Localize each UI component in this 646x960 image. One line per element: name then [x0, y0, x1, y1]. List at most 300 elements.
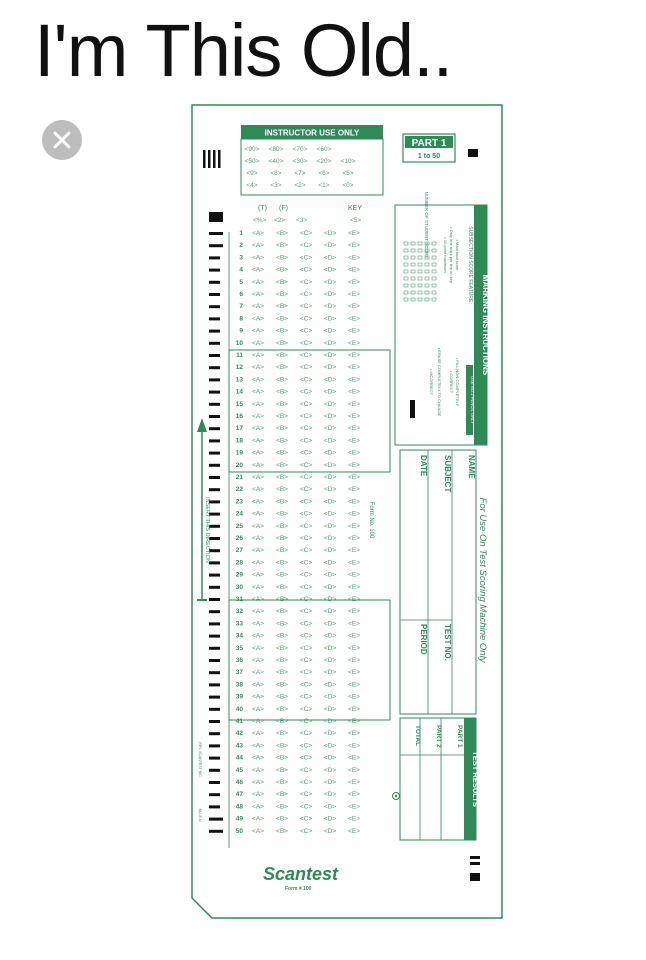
answer-bubble-e[interactable]: <E> — [348, 242, 360, 250]
answer-bubble-c[interactable]: <C> — [299, 303, 313, 311]
timing-mark — [209, 635, 220, 638]
answer-bubble-b[interactable]: <B> — [276, 437, 288, 445]
answer-bubble-b[interactable]: <B> — [276, 669, 288, 677]
answer-bubble-b[interactable]: <B> — [276, 449, 288, 457]
part-label: PART 1 — [411, 138, 447, 149]
answer-bubble-b[interactable]: <B> — [276, 596, 288, 603]
answer-bubble-e[interactable]: <E> — [348, 230, 360, 237]
answer-bubble-b[interactable]: <B> — [276, 608, 288, 616]
answer-bubble-e[interactable]: <E> — [348, 803, 360, 811]
answer-bubble-d[interactable]: <D> — [323, 681, 337, 689]
answer-bubble-d[interactable]: <D> — [323, 583, 337, 591]
question-number: 2 — [239, 242, 243, 250]
answer-bubble-c[interactable]: <C> — [299, 449, 313, 457]
answer-bubble-c[interactable]: <C> — [299, 242, 313, 250]
answer-bubble-c[interactable]: <C> — [299, 779, 313, 786]
answer-bubble-c[interactable]: <C> — [299, 547, 313, 555]
answer-bubble-d[interactable]: <D> — [323, 657, 337, 664]
answer-bubble-a[interactable]: <A> — [252, 474, 264, 481]
answer-bubble-e[interactable]: <E> — [348, 705, 360, 713]
marking-title: MARKING INSTRUCTIONS — [481, 274, 490, 376]
answer-bubble-c[interactable]: <C> — [299, 742, 313, 750]
answer-bubble-a[interactable]: <A> — [252, 803, 264, 811]
answer-bubble-a[interactable]: <A> — [252, 339, 264, 347]
timing-mark — [209, 683, 220, 686]
answer-bubble-d[interactable]: <D> — [323, 461, 337, 469]
answer-bubble-e[interactable]: <E> — [348, 742, 360, 750]
answer-bubble-b[interactable]: <B> — [276, 327, 288, 335]
answer-bubble-a[interactable]: <A> — [252, 437, 264, 445]
answer-bubble-a[interactable]: <A> — [252, 266, 264, 274]
answer-bubble-b[interactable]: <B> — [276, 693, 288, 701]
answer-bubble-e[interactable]: <E> — [348, 730, 360, 738]
answer-bubble-d[interactable]: <D> — [323, 754, 337, 762]
answer-bubble-e[interactable]: <E> — [348, 400, 360, 408]
answer-bubble-b[interactable]: <B> — [276, 559, 288, 567]
answer-bubble-b[interactable]: <B> — [276, 571, 288, 579]
answer-bubble-e[interactable]: <E> — [348, 535, 360, 542]
answer-bubble-a[interactable]: <A> — [252, 620, 264, 628]
answer-bubble-a[interactable]: <A> — [252, 461, 264, 469]
answer-bubble-b[interactable]: <B> — [276, 352, 288, 359]
answer-bubble-c[interactable]: <C> — [299, 278, 313, 286]
answer-bubble-a[interactable]: <A> — [252, 681, 264, 689]
timing-mark — [209, 269, 220, 272]
answer-bubble-d[interactable]: <D> — [323, 535, 337, 542]
answer-bubble-a[interactable]: <A> — [252, 583, 264, 591]
answer-bubble-e[interactable]: <E> — [348, 608, 360, 616]
answer-bubble-d[interactable]: <D> — [323, 254, 337, 262]
question-number: 16 — [235, 413, 243, 420]
answer-bubble-b[interactable]: <B> — [276, 339, 288, 347]
question-number: 47 — [235, 791, 243, 799]
answer-bubble-c[interactable]: <C> — [299, 583, 313, 591]
answer-bubble-b[interactable]: <B> — [276, 376, 288, 384]
subsection-note-2: • Only one mark per line on key — [449, 227, 454, 283]
answer-bubble-b[interactable]: <B> — [276, 388, 288, 396]
answer-bubble-e[interactable]: <E> — [348, 303, 360, 311]
answer-bubble-a[interactable]: <A> — [252, 413, 264, 420]
answer-bubble-b[interactable]: <B> — [276, 242, 288, 250]
answer-bubble-c[interactable]: <C> — [299, 461, 313, 469]
answer-bubble-d[interactable]: <D> — [323, 779, 337, 786]
question-number: 31 — [235, 596, 243, 603]
answer-bubble-b[interactable]: <B> — [276, 461, 288, 469]
answer-bubble-a[interactable]: <A> — [252, 730, 264, 738]
answer-bubble-e[interactable]: <E> — [348, 681, 360, 689]
answer-bubble-e[interactable]: <E> — [348, 254, 360, 262]
answer-bubble-c[interactable]: <C> — [299, 705, 313, 713]
answer-bubble-e[interactable]: <E> — [348, 815, 360, 823]
answer-bubble-d[interactable]: <D> — [323, 693, 337, 701]
answer-bubble-d[interactable]: <D> — [323, 315, 337, 323]
answer-bubble-c[interactable]: <C> — [299, 596, 313, 603]
answer-bubble-b[interactable]: <B> — [276, 413, 288, 420]
answer-bubble-e[interactable]: <E> — [348, 352, 360, 359]
answer-bubble-c[interactable]: <C> — [299, 632, 313, 640]
answer-bubble-e[interactable]: <E> — [348, 425, 360, 433]
question-number: 21 — [235, 474, 243, 481]
question-number: 18 — [235, 437, 243, 445]
answer-bubble-c[interactable]: <C> — [299, 730, 313, 738]
answer-bubble-b[interactable]: <B> — [276, 230, 288, 237]
answer-bubble-d[interactable]: <D> — [323, 766, 337, 774]
number-of-students: NUMBER OF STUDENT SCORE — [424, 191, 429, 259]
answer-bubble-d[interactable]: <D> — [323, 498, 337, 506]
answer-bubble-c[interactable]: <C> — [299, 315, 313, 323]
answer-bubble-e[interactable]: <E> — [348, 779, 360, 786]
answer-bubble-c[interactable]: <C> — [299, 339, 313, 347]
answer-bubble-b[interactable]: <B> — [276, 827, 288, 835]
answer-bubble-d[interactable]: <D> — [323, 705, 337, 713]
answer-bubble-e[interactable]: <E> — [348, 413, 360, 420]
answer-bubble-c[interactable]: <C> — [299, 291, 313, 298]
answer-bubble-c[interactable]: <C> — [299, 486, 313, 494]
answer-bubble-a[interactable]: <A> — [252, 779, 264, 786]
answer-bubble-d[interactable]: <D> — [323, 510, 337, 518]
timing-mark — [209, 378, 220, 381]
answer-bubble-a[interactable]: <A> — [252, 815, 264, 823]
answer-bubble-a[interactable]: <A> — [252, 364, 264, 372]
answer-bubble-d[interactable]: <D> — [323, 620, 337, 628]
answer-bubble-a[interactable]: <A> — [252, 522, 264, 530]
answer-bubble-c[interactable]: <C> — [299, 535, 313, 542]
answer-bubble-b[interactable]: <B> — [276, 498, 288, 506]
answer-bubble-a[interactable]: <A> — [252, 254, 264, 262]
answer-bubble-a[interactable]: <A> — [252, 827, 264, 835]
answer-bubble-e[interactable]: <E> — [348, 559, 360, 567]
answer-bubble-c[interactable]: <C> — [299, 413, 313, 420]
answer-bubble-d[interactable]: <D> — [323, 791, 337, 799]
question-number: 22 — [235, 486, 243, 494]
answer-bubble-a[interactable]: <A> — [252, 644, 264, 652]
answer-bubble-c[interactable]: <C> — [299, 400, 313, 408]
answer-bubble-c[interactable]: <C> — [299, 620, 313, 628]
answer-bubble-a[interactable]: <A> — [252, 315, 264, 323]
timing-mark — [209, 732, 220, 735]
answer-bubble-e[interactable]: <E> — [348, 571, 360, 579]
marking-note-1: • FILL NON-COMPLETELY — [455, 357, 460, 407]
answer-bubble-c[interactable]: <C> — [299, 327, 313, 335]
answer-bubble-e[interactable]: <E> — [348, 693, 360, 701]
timing-mark — [209, 647, 220, 650]
answer-bubble-b[interactable]: <B> — [276, 718, 288, 725]
answer-bubble-c[interactable]: <C> — [299, 559, 313, 567]
question-number: 24 — [235, 510, 243, 518]
answer-bubble-a[interactable]: <A> — [252, 498, 264, 506]
answer-bubble-b[interactable]: <B> — [276, 632, 288, 640]
answer-bubble-e[interactable]: <E> — [348, 449, 360, 457]
answer-bubble-d[interactable]: <D> — [323, 803, 337, 811]
answer-bubble-d[interactable]: <D> — [323, 730, 337, 738]
answer-bubble-b[interactable]: <B> — [276, 681, 288, 689]
answer-bubble-a[interactable]: <A> — [252, 242, 264, 250]
answer-bubble-e[interactable]: <E> — [348, 498, 360, 506]
answer-bubble-e[interactable]: <E> — [348, 474, 360, 481]
answer-bubble-b[interactable]: <B> — [276, 657, 288, 664]
answer-bubble-d[interactable]: <D> — [323, 437, 337, 445]
answer-bubble-b[interactable]: <B> — [276, 303, 288, 311]
answer-bubble-e[interactable]: <E> — [348, 278, 360, 286]
answer-bubble-a[interactable]: <A> — [252, 535, 264, 542]
answer-bubble-c[interactable]: <C> — [299, 669, 313, 677]
answer-bubble-d[interactable]: <D> — [323, 327, 337, 335]
answer-bubble-d[interactable]: <D> — [323, 474, 337, 481]
answer-bubble-d[interactable]: <D> — [323, 486, 337, 494]
question-number: 17 — [235, 425, 243, 433]
answer-bubble-d[interactable]: <D> — [323, 596, 337, 603]
answer-bubble-c[interactable]: <C> — [299, 376, 313, 384]
answer-bubble-b[interactable]: <B> — [276, 364, 288, 372]
answer-bubble-a[interactable]: <A> — [252, 449, 264, 457]
answer-bubble-d[interactable]: <D> — [323, 742, 337, 750]
answer-bubble-d[interactable]: <D> — [323, 339, 337, 347]
answer-bubble-a[interactable]: <A> — [252, 571, 264, 579]
answer-bubble-b[interactable]: <B> — [276, 754, 288, 762]
answer-bubble-a[interactable]: <A> — [252, 303, 264, 311]
answer-bubble-c[interactable]: <C> — [299, 815, 313, 823]
answer-bubble-e[interactable]: <E> — [348, 339, 360, 347]
instructor-bubble: <1> — [318, 182, 330, 189]
question-number: 29 — [235, 571, 243, 579]
answer-bubble-e[interactable]: <E> — [348, 486, 360, 494]
answer-bubble-b[interactable]: <B> — [276, 705, 288, 713]
instructor-bubble: <3> — [270, 182, 282, 189]
answer-bubble-c[interactable]: <C> — [299, 474, 313, 481]
answer-bubble-c[interactable]: <C> — [299, 681, 313, 689]
answer-bubble-c[interactable]: <C> — [299, 608, 313, 616]
answer-bubble-d[interactable]: <D> — [323, 644, 337, 652]
answer-bubble-c[interactable]: <C> — [299, 364, 313, 372]
answer-bubble-a[interactable]: <A> — [252, 352, 264, 359]
answer-bubble-d[interactable]: <D> — [323, 632, 337, 640]
answer-bubble-a[interactable]: <A> — [252, 608, 264, 616]
answer-bubble-b[interactable]: <B> — [276, 254, 288, 262]
timing-mark — [213, 150, 216, 168]
subsection-note-1: • Mark total score — [455, 239, 460, 271]
answer-bubble-a[interactable]: <A> — [252, 547, 264, 555]
answer-bubble-a[interactable]: <A> — [252, 559, 264, 567]
answer-bubble-a[interactable]: <A> — [252, 705, 264, 713]
answer-bubble-c[interactable]: <C> — [299, 693, 313, 701]
answer-bubble-a[interactable]: <A> — [252, 278, 264, 286]
timing-mark — [209, 256, 220, 259]
answer-bubble-d[interactable]: <D> — [323, 449, 337, 457]
timing-mark — [209, 781, 220, 784]
answer-bubble-c[interactable]: <C> — [299, 754, 313, 762]
answer-bubble-c[interactable]: <C> — [299, 644, 313, 652]
answer-bubble-c[interactable]: <C> — [299, 437, 313, 445]
answer-bubble-c[interactable]: <C> — [299, 254, 313, 262]
instructor-bubble: <9> — [246, 170, 258, 177]
answer-bubble-b[interactable]: <B> — [276, 791, 288, 799]
answer-bubble-e[interactable]: <E> — [348, 364, 360, 372]
answer-bubble-b[interactable]: <B> — [276, 779, 288, 786]
answer-bubble-d[interactable]: <D> — [323, 827, 337, 835]
answer-bubble-e[interactable]: <E> — [348, 437, 360, 445]
answer-bubble-e[interactable]: <E> — [348, 376, 360, 384]
question-number: 20 — [235, 461, 243, 469]
answer-bubble-b[interactable]: <B> — [276, 730, 288, 738]
answer-bubble-d[interactable]: <D> — [323, 547, 337, 555]
answer-bubble-e[interactable]: <E> — [348, 291, 360, 298]
answer-bubble-b[interactable]: <B> — [276, 815, 288, 823]
answer-bubble-d[interactable]: <D> — [323, 413, 337, 420]
answer-bubble-b[interactable]: <B> — [276, 644, 288, 652]
answer-bubble-e[interactable]: <E> — [348, 547, 360, 555]
answer-bubble-b[interactable]: <B> — [276, 291, 288, 298]
answer-bubble-a[interactable]: <A> — [252, 669, 264, 677]
answer-bubble-d[interactable]: <D> — [323, 400, 337, 408]
answer-bubble-c[interactable]: <C> — [299, 718, 313, 725]
answer-bubble-e[interactable]: <E> — [348, 388, 360, 396]
answer-bubble-c[interactable]: <C> — [299, 352, 313, 359]
answer-bubble-b[interactable]: <B> — [276, 522, 288, 530]
answer-bubble-b[interactable]: <B> — [276, 266, 288, 274]
answer-bubble-b[interactable]: <B> — [276, 547, 288, 555]
answer-bubble-e[interactable]: <E> — [348, 266, 360, 274]
answer-bubble-a[interactable]: <A> — [252, 754, 264, 762]
question-number: 26 — [235, 535, 243, 542]
timing-mark — [209, 212, 223, 222]
answer-bubble-a[interactable]: <A> — [252, 327, 264, 335]
answer-bubble-a[interactable]: <A> — [252, 400, 264, 408]
answer-bubble-b[interactable]: <B> — [276, 620, 288, 628]
marking-note-4: • INCORRECT — [429, 368, 434, 396]
answer-bubble-d[interactable]: <D> — [323, 352, 337, 359]
answer-bubble-a[interactable]: <A> — [252, 596, 264, 603]
answer-bubble-a[interactable]: <A> — [252, 388, 264, 396]
answer-bubble-b[interactable]: <B> — [276, 315, 288, 323]
answer-bubble-d[interactable]: <D> — [323, 669, 337, 677]
answer-bubble-a[interactable]: <A> — [252, 632, 264, 640]
timing-mark — [209, 793, 220, 796]
question-number: 42 — [235, 730, 243, 738]
answer-bubble-a[interactable]: <A> — [252, 425, 264, 433]
answer-bubble-b[interactable]: <B> — [276, 803, 288, 811]
answer-bubble-c[interactable]: <C> — [299, 803, 313, 811]
answer-bubble-c[interactable]: <C> — [299, 766, 313, 774]
answer-bubble-e[interactable]: <E> — [348, 315, 360, 323]
answer-bubble-d[interactable]: <D> — [323, 242, 337, 250]
answer-bubble-e[interactable]: <E> — [348, 510, 360, 518]
question-number: 23 — [235, 498, 243, 506]
fine-print-1: REV. SCANTEST INC. — [198, 742, 202, 778]
timing-mark — [209, 671, 220, 674]
answer-bubble-b[interactable]: <B> — [276, 425, 288, 433]
answer-bubble-d[interactable]: <D> — [323, 266, 337, 274]
answer-bubble-e[interactable]: <E> — [348, 791, 360, 799]
answer-bubble-e[interactable]: <E> — [348, 522, 360, 530]
answer-bubble-c[interactable]: <C> — [299, 571, 313, 579]
instructor-bubble: <8> — [270, 170, 282, 177]
answer-bubble-d[interactable]: <D> — [323, 559, 337, 567]
answer-bubble-a[interactable]: <A> — [252, 510, 264, 518]
answer-bubble-d[interactable]: <D> — [323, 571, 337, 579]
answer-bubble-e[interactable]: <E> — [348, 669, 360, 677]
instructor-bubble: <40> — [268, 158, 284, 165]
timing-mark — [209, 330, 220, 333]
answer-bubble-b[interactable]: <B> — [276, 474, 288, 481]
answer-bubble-c[interactable]: <C> — [299, 425, 313, 433]
answer-bubble-b[interactable]: <B> — [276, 510, 288, 518]
answer-bubble-e[interactable]: <E> — [348, 766, 360, 774]
answer-bubble-a[interactable]: <A> — [252, 766, 264, 774]
answer-bubble-e[interactable]: <E> — [348, 644, 360, 652]
answer-bubble-e[interactable]: <E> — [348, 754, 360, 762]
answer-bubble-c[interactable]: <C> — [299, 498, 313, 506]
answer-bubble-d[interactable]: <D> — [323, 522, 337, 530]
answer-bubble-e[interactable]: <E> — [348, 461, 360, 469]
answer-bubble-e[interactable]: <E> — [348, 583, 360, 591]
answer-bubble-a[interactable]: <A> — [252, 376, 264, 384]
answer-bubble-e[interactable]: <E> — [348, 327, 360, 335]
answer-bubble-b[interactable]: <B> — [276, 278, 288, 286]
question-number: 13 — [235, 376, 243, 384]
answer-bubble-d[interactable]: <D> — [323, 303, 337, 311]
answer-bubble-d[interactable]: <D> — [323, 718, 337, 725]
answer-bubble-a[interactable]: <A> — [252, 742, 264, 750]
answer-bubble-c[interactable]: <C> — [299, 657, 313, 664]
answer-bubble-a[interactable]: <A> — [252, 718, 264, 725]
answer-bubble-a[interactable]: <A> — [252, 486, 264, 494]
answer-bubble-e[interactable]: <E> — [348, 827, 360, 835]
answer-bubble-c[interactable]: <C> — [299, 230, 313, 237]
answer-bubble-b[interactable]: <B> — [276, 535, 288, 542]
timing-mark — [209, 830, 223, 833]
subsection-note-3: • 10 point maximum — [443, 237, 448, 273]
answer-bubble-e[interactable]: <E> — [348, 657, 360, 664]
answer-bubble-d[interactable]: <D> — [323, 425, 337, 433]
insert-direction-label: INSERT THIS DIRECTION — [204, 497, 210, 563]
instructor-bubble: <5> — [342, 170, 354, 177]
answer-bubble-a[interactable]: <A> — [252, 657, 264, 664]
answer-bubble-c[interactable]: <C> — [299, 522, 313, 530]
answer-bubble-b[interactable]: <B> — [276, 486, 288, 494]
answer-bubble-c[interactable]: <C> — [299, 266, 313, 274]
answer-bubble-d[interactable]: <D> — [323, 815, 337, 823]
answer-bubble-e[interactable]: <E> — [348, 620, 360, 628]
answer-bubble-c[interactable]: <C> — [299, 510, 313, 518]
answer-bubble-c[interactable]: <C> — [299, 827, 313, 835]
answer-bubble-a[interactable]: <A> — [252, 693, 264, 701]
question-number: 11 — [236, 352, 243, 359]
answer-bubble-e[interactable]: <E> — [348, 596, 360, 603]
answer-bubble-b[interactable]: <B> — [276, 583, 288, 591]
false-label: (F) — [279, 205, 288, 212]
answer-bubble-d[interactable]: <D> — [323, 230, 337, 237]
answer-bubble-c[interactable]: <C> — [299, 388, 313, 396]
answer-bubble-d[interactable]: <D> — [323, 291, 337, 298]
name-label: NAME — [467, 455, 476, 479]
answer-bubble-a[interactable]: <A> — [252, 291, 264, 298]
answer-bubble-b[interactable]: <B> — [276, 400, 288, 408]
answer-bubble-d[interactable]: <D> — [323, 376, 337, 384]
answer-bubble-a[interactable]: <A> — [252, 230, 264, 237]
answer-bubble-d[interactable]: <D> — [323, 608, 337, 616]
answer-bubble-d[interactable]: <D> — [323, 278, 337, 286]
question-number: 19 — [235, 449, 243, 457]
answer-bubble-c[interactable]: <C> — [299, 791, 313, 799]
answer-bubble-e[interactable]: <E> — [348, 632, 360, 640]
answer-bubble-d[interactable]: <D> — [323, 388, 337, 396]
answer-bubble-b[interactable]: <B> — [276, 742, 288, 750]
answer-bubble-e[interactable]: <E> — [348, 718, 360, 725]
answer-bubble-a[interactable]: <A> — [252, 791, 264, 799]
answer-bubble-b[interactable]: <B> — [276, 766, 288, 774]
instructor-bubble: <90> — [244, 146, 260, 153]
answer-bubble-d[interactable]: <D> — [323, 364, 337, 372]
